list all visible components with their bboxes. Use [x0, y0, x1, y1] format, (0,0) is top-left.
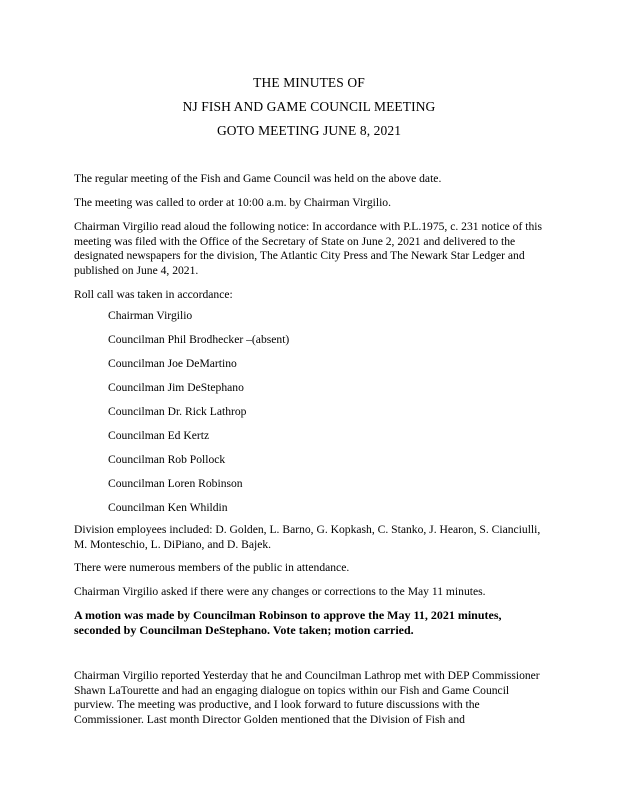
paragraph-chairman-report: Chairman Virgilio reported Yesterday that he and Councilman Lathrop met with DEP Commissioner Shawn LaTourette and had an engaging dialogue on topics within our Fish and Game Council purview. The meeting was productive, and I look forward to future discussions with the Commissioner. Last month Director Golden mentioned that the Division of Fish and: [74, 669, 540, 726]
roll-call-item: Councilman Loren Robinson: [108, 477, 243, 490]
paragraph-roll-call-intro: Roll call was taken in accordance:: [74, 288, 233, 301]
roll-call-item: Councilman Joe DeMartino: [108, 357, 237, 370]
title-line-1: THE MINUTES OF: [253, 75, 365, 90]
roll-call-item: Councilman Phil Brodhecker –(absent): [108, 333, 290, 346]
paragraph-called-to-order: The meeting was called to order at 10:00 a.m. by Chairman Virgilio.: [74, 196, 391, 209]
roll-call-item: Councilman Ken Whildin: [108, 501, 228, 514]
roll-call-item: Councilman Rob Pollock: [108, 453, 226, 466]
roll-call-item: Chairman Virgilio: [108, 309, 193, 322]
roll-call-item: Councilman Dr. Rick Lathrop: [108, 405, 247, 418]
paragraph-minutes-corrections: Chairman Virgilio asked if there were any changes or corrections to the May 11 minutes.: [74, 585, 486, 598]
paragraph-division-employees: Division employees included: D. Golden, L. Barno, G. Kopkash, C. Stanko, J. Hearon, S. Cianciulli, M. Monteschio, L. DiPiano, and D. Bajek.: [74, 523, 541, 551]
roll-call-item: Councilman Jim DeStephano: [108, 381, 244, 394]
title-line-3: GOTO MEETING JUNE 8, 2021: [216, 123, 402, 138]
roll-call-item: Councilman Ed Kertz: [108, 429, 210, 442]
motion-approve-minutes: A motion was made by Councilman Robinson to approve the May 11, 2021 minutes, seconded by Councilman DeStephano. Vote taken; motion carried.: [74, 608, 502, 637]
paragraph-meeting-held: The regular meeting of the Fish and Game Council was held on the above date.: [74, 172, 442, 185]
paragraph-public-attendance: There were numerous members of the public in attendance.: [74, 561, 350, 574]
paragraph-notice: Chairman Virgilio read aloud the following notice: In accordance with P.L.1975, c. 231 notice of this meeting was filed with the Office of the Secretary of State on June 2, 2021 and delivered to the designated newspapers for the division, The Atlantic City Press and The Newark Star Ledger and published on June 4, 2021.: [74, 220, 542, 277]
title-line-2: NJ FISH AND GAME COUNCIL MEETING: [182, 99, 436, 114]
